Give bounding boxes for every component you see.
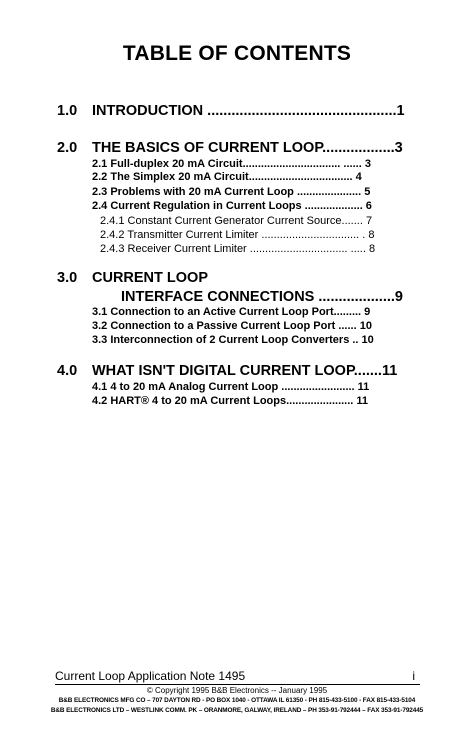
- toc-entry-title: 3.3 Interconnection of 2 Current Loop Converters .. 10: [92, 334, 374, 346]
- toc-entry-title: 2.4.1 Constant Current Generator Current Source....... 7: [100, 215, 373, 227]
- toc-entry-title: THE BASICS OF CURRENT LOOP..................3: [92, 140, 403, 156]
- toc-entry-title: 2.4.2 Transmitter Current Limiter ................................ . 8: [100, 229, 375, 241]
- page-number: i: [412, 669, 415, 683]
- copyright-line: © Copyright 1995 B&B Electronics -- January 1995: [146, 686, 328, 695]
- toc-entry-title: INTERFACE CONNECTIONS ...................9: [121, 289, 403, 305]
- address-line-ireland: B&B ELECTRONICS LTD – WESTLINK COMM. PK – ORANMORE, GALWAY, IRELAND – PH 353-91-792444 – FAX 353-91-792445: [50, 707, 424, 714]
- toc-entry-number: 1.0: [57, 103, 78, 119]
- toc-entry-title: 4.2 HART® 4 to 20 mA Current Loops...................... 11: [92, 395, 369, 407]
- toc-entry-title: 2.4.3 Receiver Current Limiter ................................ ..... 8: [100, 243, 376, 255]
- toc-entry-title: 2.1 Full-duplex 20 mA Circuit................................ ...... 3: [92, 158, 371, 170]
- toc-entry-title: 4.1 4 to 20 mA Analog Current Loop ........................ 11: [92, 381, 370, 393]
- toc-entry-title: 2.2 The Simplex 20 mA Circuit.................................. 4: [92, 171, 362, 183]
- toc-entry-number: 3.0: [57, 270, 78, 286]
- toc-entry-number: 2.0: [57, 140, 78, 156]
- toc-entry-title: INTRODUCTION ...............................................1: [92, 103, 405, 119]
- address-line-us: B&B ELECTRONICS MFG CO – 707 DAYTON RD - PO BOX 1040 - OTTAWA IL 61350 - PH 815-433-5100 - FAX 815-433-5104: [58, 697, 416, 704]
- toc-entry-title: WHAT ISN'T DIGITAL CURRENT LOOP.......11: [92, 363, 398, 379]
- footer-bar: [55, 669, 420, 685]
- footer-document-title: Current Loop Application Note 1495: [55, 669, 246, 683]
- toc-entry-title: 3.2 Connection to a Passive Current Loop Port ...... 10: [92, 320, 372, 332]
- page-title: TABLE OF CONTENTS: [122, 42, 352, 65]
- toc-entry-title: 2.4 Current Regulation in Current Loops ................... 6: [92, 200, 372, 212]
- toc-entry-title: 3.1 Connection to an Active Current Loop Port......... 9: [92, 306, 371, 318]
- toc-entry-number: 4.0: [57, 363, 78, 379]
- toc-entry-title: CURRENT LOOP: [92, 270, 208, 286]
- toc-entry-title: 2.3 Problems with 20 mA Current Loop ..................... 5: [92, 186, 371, 198]
